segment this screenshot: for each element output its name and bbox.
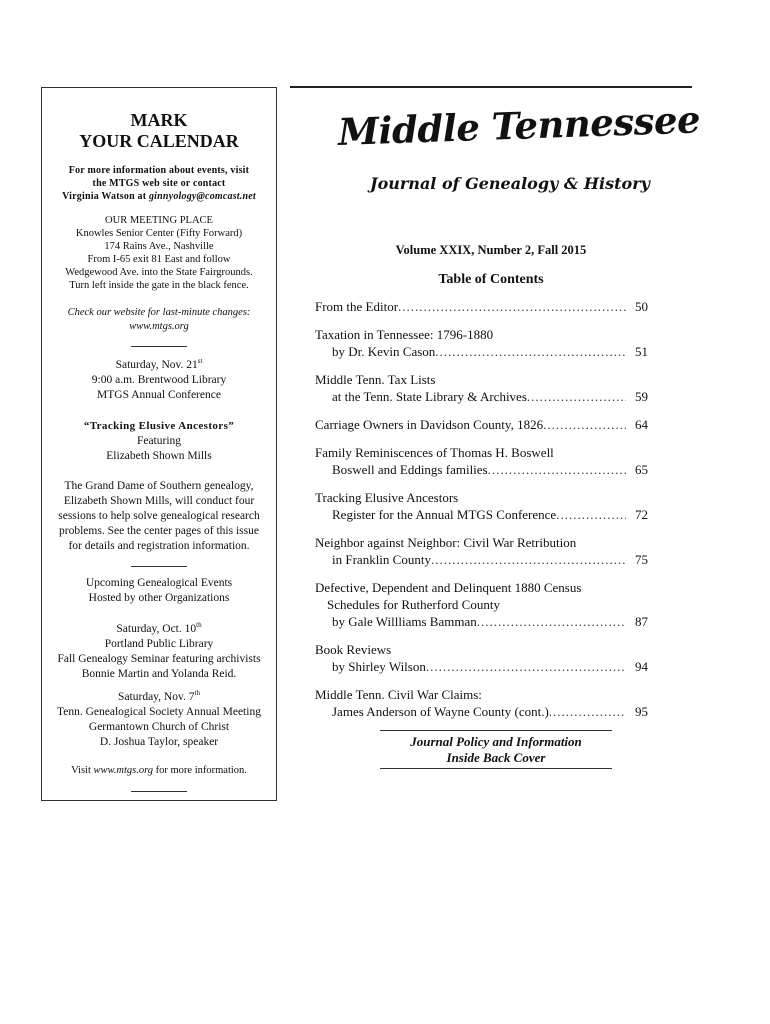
toc-entry[interactable]: Middle Tenn. Civil War Claims: James Anderson of Wayne County (cont.) ..... 95 [315,686,648,720]
calendar-box [41,87,277,801]
table-of-contents [315,298,648,720]
toc-entry[interactable]: Taxation in Tennessee: 1796-1880 by Dr. Kevin Cason ..... 51 [315,326,648,360]
toc-entry[interactable]: Tracking Elusive Ancestors Register for the Annual MTGS Conference ..... 72 [315,489,648,523]
visit-link[interactable]: www.mtgs.org [93,765,154,776]
toc-entry[interactable]: Family Reminiscences of Thomas H. Boswell Boswell and Eddings families ..... 65 [315,444,648,478]
toc-entry[interactable]: From the Editor ..... 50 [315,298,648,315]
event-date: Saturday, Nov. 7th [118,689,200,703]
event-conference: Saturday, Nov. 21st 9:00 a.m. Brentwood Library MTGS Annual Conference [42,354,276,403]
toc-entry[interactable]: Book Reviews by Shirley Wilson ..... 94 [315,641,648,675]
toc-page-number: 72 [635,507,648,522]
event-session: “Tracking Elusive Ancestors” Featuring Elizabeth Shown Mills [42,419,276,464]
divider [42,566,276,567]
contact-info-line: For more information about events, visit [68,165,250,176]
calendar-heading [42,110,276,152]
contact-email[interactable]: ginnyology@comcast.net [148,191,256,202]
toc-page-number: 94 [635,659,648,674]
divider [42,791,276,792]
masthead-rule [290,86,692,88]
event-portland: Saturday, Oct. 10th Portland Public Library Fall Genealogy Seminar featuring archivists Bonnie Martin and Yolanda Reid. [42,618,276,682]
toc-title: Table of Contents [438,272,544,287]
issue-volume: Volume XXIX, Number 2, Fall 2015 [395,243,587,257]
event-description: The Grand Dame of Southern genealogy, Elizabeth Shown Mills, will conduct four sessions to help solve genealogical research problems. See the center pages of this issue for details and registration information. [58,480,260,552]
journal-policy-note: Journal Policy and Information Inside Back Cover [380,730,612,769]
toc-entry[interactable]: Carriage Owners in Davidson County, 1826 ..... 64 [315,416,648,433]
heading-line-calendar: YOUR CALENDAR [79,131,239,151]
masthead-subtitle: Journal of Genealogy & History [370,174,650,193]
divider [42,346,276,347]
meeting-heading: OUR MEETING PLACE [105,215,213,226]
toc-page-number: 87 [635,614,648,629]
toc-page-number: 95 [635,704,648,719]
toc-entry[interactable]: Middle Tenn. Tax Lists at the Tenn. State Library & Archives ..... 59 [315,371,648,405]
masthead-title: Middle Tennessee [337,97,701,154]
toc-page-number: 75 [635,552,648,567]
heading-line-mark: MARK [130,110,188,130]
website-note: Check our website for last-minute changes: www.mtgs.org [42,306,276,334]
visit-note: Visit www.mtgs.org for more information. [71,765,247,776]
toc-page-number: 50 [635,299,648,314]
session-title: “Tracking Elusive Ancestors” [83,420,235,432]
contact-info [42,164,276,203]
toc-entry[interactable]: Neighbor against Neighbor: Civil War Retribution in Franklin County ..... 75 [315,534,648,568]
contact-info-line: Virginia Watson at ginnyology@comcast.net [62,191,256,202]
upcoming-events-heading: Upcoming Genealogical Events Hosted by other Organizations [85,577,233,604]
event-date: Saturday, Oct. 10th [116,621,202,635]
toc-entry[interactable]: Defective, Dependent and Delinquent 1880 Census Schedules for Rutherford County by Gale Willliams Bamman ..... 87 [315,579,648,630]
toc-page-number: 65 [635,462,648,477]
event-tgs: Saturday, Nov. 7th Tenn. Genealogical Society Annual Meeting Germantown Church of Christ D. Joshua Taylor, speaker [42,686,276,750]
toc-page-number: 59 [635,389,648,404]
meeting-place: OUR MEETING PLACE Knowles Senior Center (Fifty Forward) 174 Rains Ave., Nashville From I-65 exit 81 East and follow Wedgewood Ave. into the State Fairgrounds. Turn left inside the gate in the black fence. [42,214,276,292]
toc-page-number: 51 [635,344,648,359]
contact-info-line: the MTGS web site or contact [92,178,226,189]
event-date: Saturday, Nov. 21st [115,357,203,371]
toc-page-number: 64 [635,417,648,432]
website-link[interactable]: www.mtgs.org [129,321,189,332]
